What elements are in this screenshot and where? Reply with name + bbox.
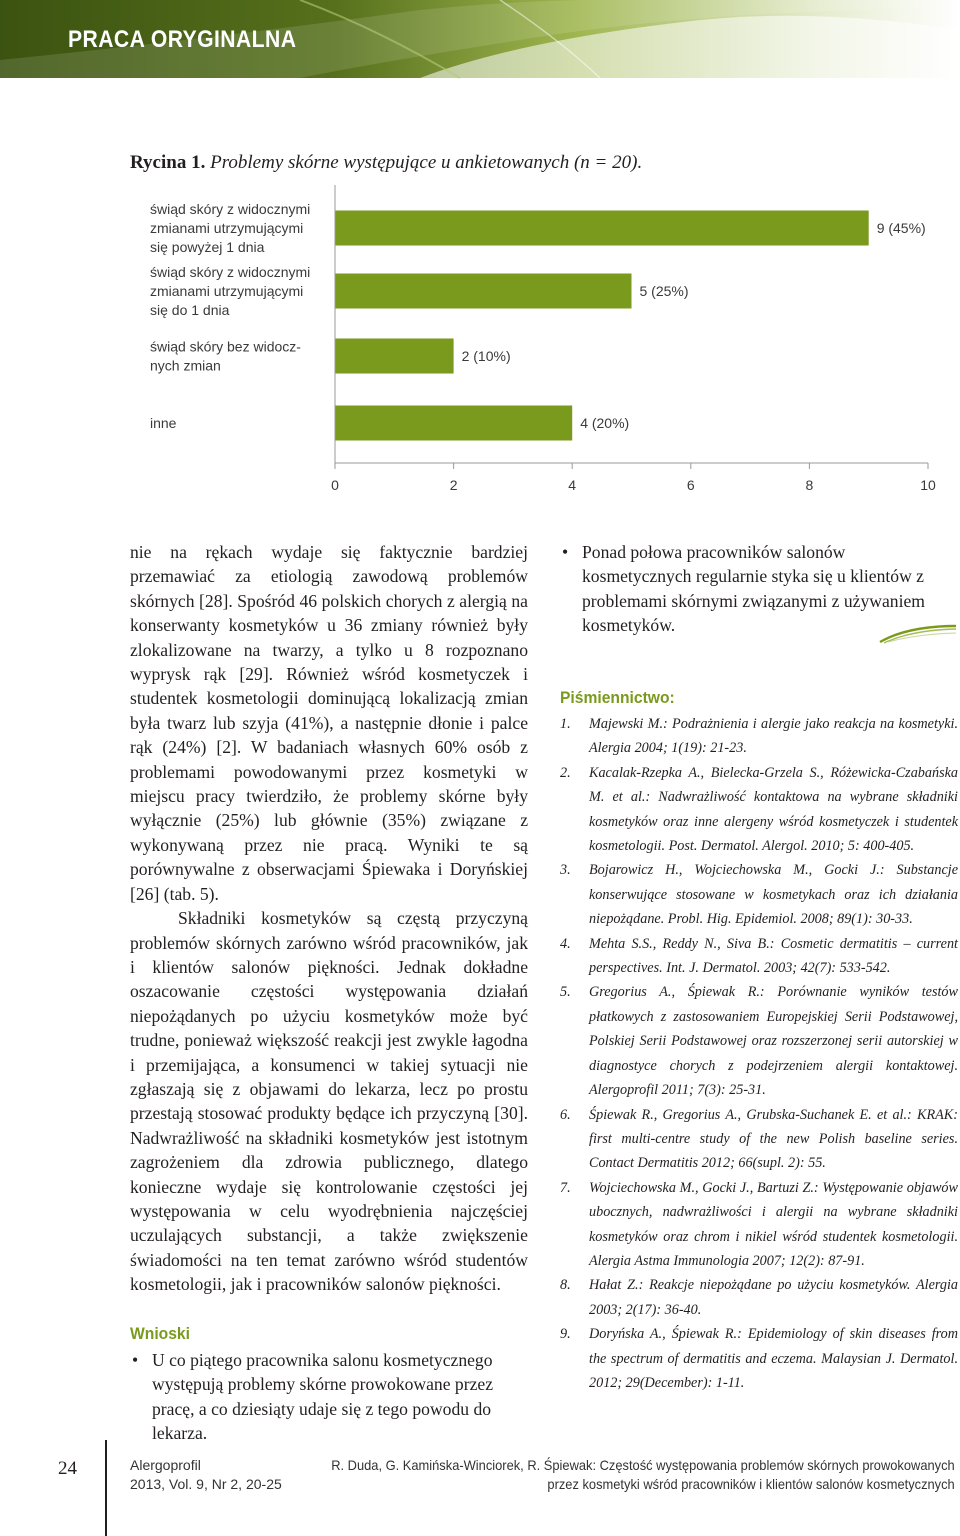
reference-item: [560, 1103, 958, 1176]
chart-tick-label: 8: [805, 477, 814, 493]
reference-number: 2.: [560, 764, 571, 781]
reference-number: 3.: [560, 862, 571, 879]
journal-name: Alergoprofil: [130, 1457, 201, 1473]
chart-category-label: świąd skóry bez widocz-: [150, 338, 301, 355]
bullet-icon: •: [132, 1350, 139, 1370]
chart-tick-label: 10: [920, 477, 936, 493]
chart-data-label: 4 (20%): [580, 415, 630, 431]
list-item: [130, 1348, 528, 1446]
reference-item: [560, 1273, 958, 1322]
chart-category-label: nych zmian: [150, 357, 221, 374]
reference-number: 1.: [560, 716, 571, 732]
swoosh-ornament-icon: [878, 622, 958, 644]
chart-tick-label: 2: [449, 477, 458, 493]
reference-item: [560, 761, 958, 859]
reference-number: 7.: [560, 1179, 571, 1196]
figure-caption-text: Problemy skórne występujące u ankietowanych (n = 20).: [210, 152, 643, 173]
chart-data-label: 2 (10%): [461, 348, 511, 364]
body-paragraph: Składniki kosmetyków są częstą przyczyną problemów skórnych zarówno wśród pracowników, jak i klientów salonów piękności. Jednak dokładne oszacowanie częstości występowania działań niepożądanych po użyciu kosmetyków może być trudne, ponieważ większość reakcji jest zwykle łagodna i przemijająca, a konsumenci w takiej sytuacji nie zgłaszają się z objawami do lekarza, lecz po prostu przestają stosować produkty będące ich przyczyną [30]. Nadwrażliwość na składniki kosmetyków jest istotnym zagrożeniem dla zdrowia publicznego, dlatego konieczne wydaje się kontrolowanie częstości jej występowania w celu wyodrębnienia najczęściej uczulających substancji, a także zwiększenie świadomości na ten temat zarówno wśród studentów kosmetologii, jak i pracowników salonów piękności.: [130, 908, 528, 1295]
reference-text: Doryńska A., Śpiewak R.: Epidemiology of skin diseases from the spectrum of dermatitis and eczema. Malaysian J. Dermatol. 2012; 29(December): 1-11.: [589, 1326, 958, 1391]
reference-number: 6.: [560, 1106, 571, 1123]
journal-volume: 2013, Vol. 9, Nr 2, 20-25: [130, 1476, 282, 1492]
reference-text: Śpiewak R., Gregorius A., Grubska-Suchanek E. et al.: KRAK: first multi-centre study of the new Polish baseline series. Contact Dermatitis 2012; 66(supl. 2): 55.: [589, 1106, 958, 1172]
chart-category-label: świąd skóry z widocznymi: [150, 264, 311, 280]
footer-journal: [130, 1456, 282, 1494]
left-column: [130, 540, 528, 1297]
chart-tick-label: 6: [686, 477, 695, 493]
chart-tick-label: 4: [568, 477, 577, 493]
chart-bar: [335, 406, 572, 441]
figure-caption: [130, 152, 642, 174]
figure-label: Rycina 1.: [130, 152, 206, 173]
reference-item: [560, 1322, 958, 1395]
reference-text: Majewski M.: Podrażnienia i alergie jako reakcja na kosmetyki. Alergia 2004; 1(19): 21-23.: [589, 716, 958, 757]
chart-tick-label: 0: [331, 477, 339, 493]
page-number: 24: [58, 1458, 77, 1479]
reference-number: 9.: [560, 1326, 571, 1343]
chart-category-label: zmianami utrzymującymi: [150, 283, 304, 299]
header-band: [0, 0, 960, 78]
chart-data-label: 9 (45%): [876, 220, 926, 236]
chart-bar: [335, 339, 454, 374]
reference-number: 5.: [560, 984, 571, 1001]
references-heading: Piśmiennictwo:: [560, 688, 675, 707]
reference-text: Mehta S.S., Reddy N., Siva B.: Cosmetic dermatitis – current perspectives. Int. J. Dermatol. 2003; 42(7): 533-542.: [589, 935, 958, 977]
citation-line: przez kosmetyki wśród pracowników i klientów salonów kosmetycznych: [547, 1476, 955, 1492]
chart-bar: [335, 274, 632, 309]
footer-citation: [331, 1456, 955, 1494]
reference-item: [560, 712, 958, 761]
reference-text: Hałat Z.: Reakcje niepożądane po użyciu kosmetyków. Alergia 2003; 2(17): 36-40.: [589, 1277, 958, 1318]
section-title: PRACA ORYGINALNA: [68, 26, 297, 53]
reference-text: Bojarowicz H., Wojciechowska M., Gocki J.: Substancje konserwujące stosowane w kosmetykach oraz ich działania niepożądane. Probl. Hig. Epidemiol. 2008; 89(1): 30-33.: [589, 862, 958, 928]
footer-divider: [105, 1440, 107, 1536]
conclusion-text: U co piątego pracownika salonu kosmetycznego występują problemy skórne prowokowane przez pracę, a co dziesiąty udaje się z tego powodu do lekarza.: [152, 1350, 494, 1444]
bullet-text: Ponad połowa pracowników salonów kosmetycznych regularnie styka się u klientów z problemami skórnymi związanymi z używaniem kosmetyków.: [582, 542, 925, 636]
chart-category-label: zmianami utrzymującymi: [150, 220, 304, 236]
chart-bar: [335, 211, 869, 246]
reference-item: [560, 980, 958, 1102]
reference-text: Wojciechowska M., Gocki J., Bartuzi Z.: Występowanie objawów ubocznych, nadwrażliwości i alergii na wybrane składniki kosmetyków oraz chrom i nikiel wśród studentek kosmetologii. Alergia Astma Immunologia 2007; 12(2): 87-91.: [589, 1179, 958, 1269]
bar-chart: [130, 185, 936, 495]
conclusions-heading: Wnioski: [130, 1324, 190, 1343]
conclusions-list: [130, 1348, 528, 1446]
chart-data-label: 5 (25%): [639, 283, 689, 299]
reference-text: Kacalak-Rzepka A., Bielecka-Grzela S., Różewicka-Czabańska M. et al.: Nadwrażliwość kontaktowa na wybrane składniki kosmetyków oraz inne alergeny wśród kosmetyczek i studentek kosmetologii. Post. Dermatol. Alergol. 2010; 5: 400-405.: [589, 764, 958, 855]
reference-item: [560, 1176, 958, 1274]
bullet-icon: •: [562, 542, 569, 562]
reference-number: 4.: [560, 935, 571, 952]
chart-category-label: świąd skóry z widocznymi: [150, 201, 311, 217]
body-paragraph: nie na rękach wydaje się faktycznie bardziej przemawiać za etiologią zawodową problemów skórnych [28]. Spośród 46 polskich chorych z alergią na konserwanty kosmetyków u 36 zmiany również były zlokalizowane na twarzy, a tylko u 8 rozpoznano wyprysk rąk [29]. Również wśród kosmetyczek i studentek kosmetologii dominującą lokalizacją zmian była twarz lub szyja (41%), a następnie dłonie i palce rąk (24%) [2]. W badaniach własnych 60% osób z problemami powodowanymi przez kosmetyki w miejscu pracy twierdziło, że problemy skórne były wyłącznie (25%) lub głównie (35%) związane z wykonywaną przez nie pracą. Wyniki te są porównywalne z obserwacjami Śpiewaka i Doryńskiej [26] (tab. 5).: [130, 542, 528, 904]
chart-category-label: się do 1 dnia: [150, 302, 230, 318]
reference-item: [560, 858, 958, 931]
reference-item: [560, 932, 958, 981]
references-list: [560, 712, 958, 1395]
chart-category-label: się powyżej 1 dnia: [150, 239, 265, 255]
citation-line: R. Duda, G. Kamińska-Winciorek, R. Śpiewak: Częstość występowania problemów skórnych prowokowanych: [331, 1457, 955, 1473]
reference-number: 8.: [560, 1277, 571, 1294]
chart-category-label: inne: [150, 415, 177, 431]
reference-text: Gregorius A., Śpiewak R.: Porównanie wyników testów płatkowych z zastosowaniem Europejskiej Serii Podstawowej, Polskiej Serii Podstawowej oraz rozszerzonej serii autorskiej w diagnostyce chorych z podejrzeniem alergii kontaktowej. Alergoprofil 2011; 7(3): 25-31.: [589, 984, 958, 1099]
